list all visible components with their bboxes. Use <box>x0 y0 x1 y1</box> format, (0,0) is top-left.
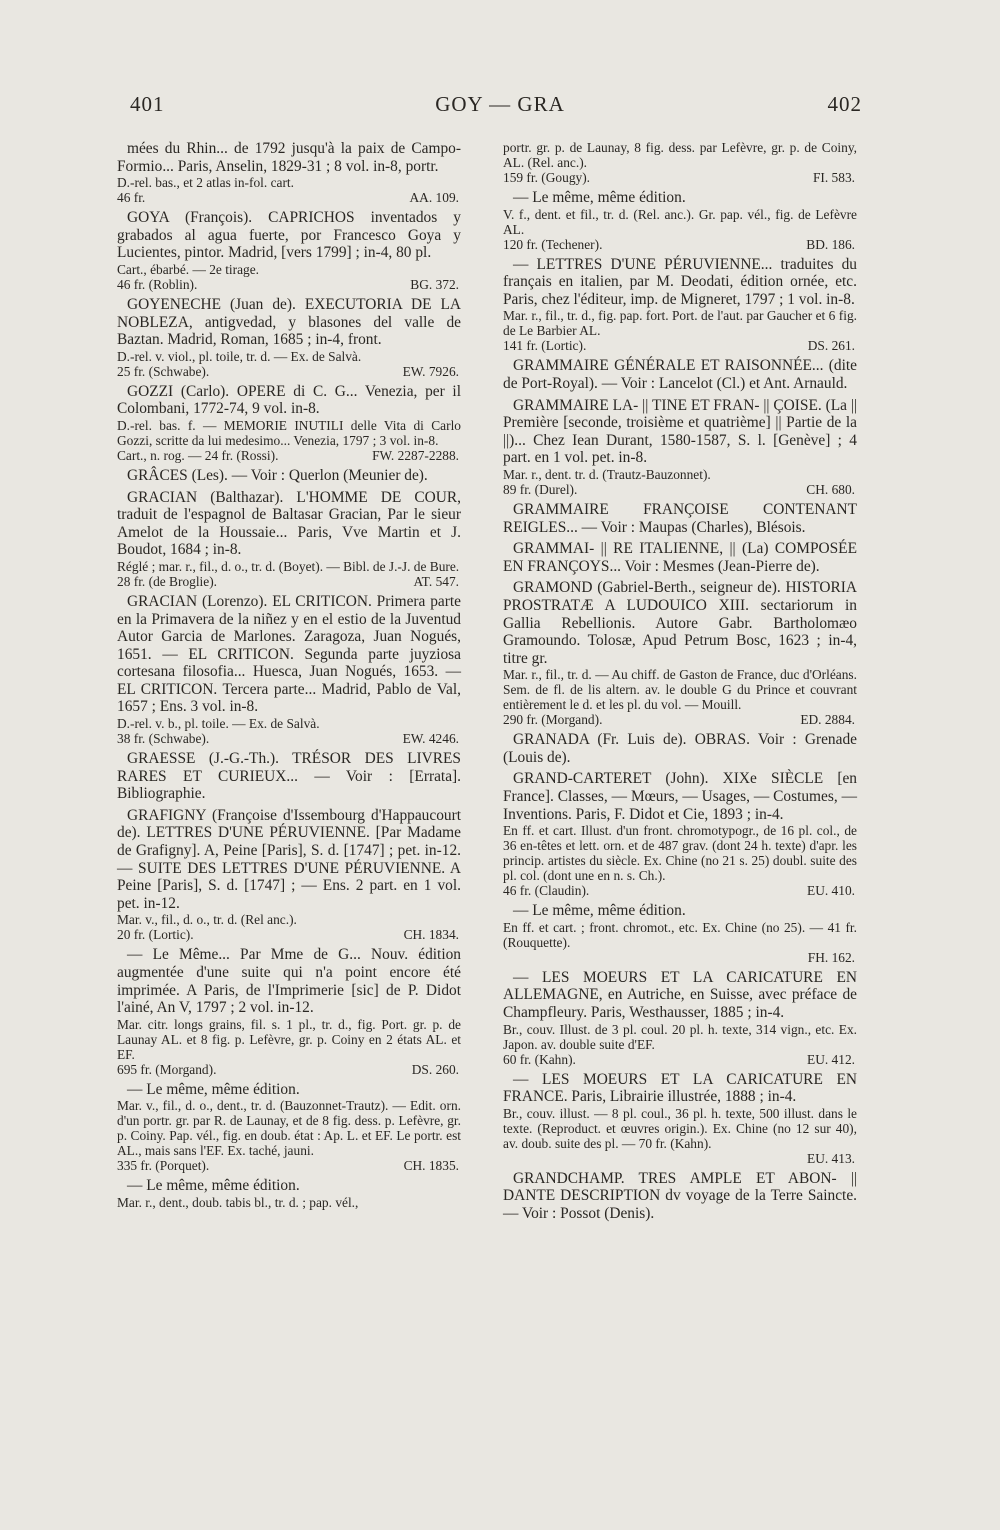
catalog-entry <box>495 357 857 392</box>
entry-price: 120 fr. (Techener). <box>503 236 603 252</box>
entry-description: D.-rel. v. b., pl. toile. — Ex. de Salvà. <box>117 716 320 732</box>
entry-reference: FI. 583. <box>812 170 855 185</box>
catalog-entry <box>109 593 461 746</box>
catalog-entry <box>109 467 461 485</box>
entry-heading: GRAMOND (Gabriel-Berth., seigneur de). HISTORIA PROSTRATÆ A LUDOUICO XIII. sectariorum in Gallia Rebellionis. Autore Gabr. Bartholomæo Gramoundo. Tolosæ, Apud Petrum Bosc, 1623 ; in-4, titre gr. <box>503 579 857 667</box>
entry-price: 25 fr. (Schwabe). <box>117 363 210 379</box>
catalog-entry <box>109 946 461 1076</box>
catalog-entry <box>109 296 461 379</box>
entry-heading: — LES MOEURS ET LA CARICATURE EN ALLEMAGNE, en Autriche, en Suisse, avec préface de Champfleury. Paris, Westhausser, 1885 ; in-4. <box>503 968 857 1022</box>
entry-reference: DS. 261. <box>807 338 855 354</box>
catalog-entry <box>109 1177 461 1210</box>
entry-heading: — Le même, même édition. <box>127 1177 300 1195</box>
catalog-entry <box>495 579 857 727</box>
entry-heading: GRANADA (Fr. Luis de). OBRAS. Voir : Grenade (Louis de). <box>503 731 857 766</box>
price-row <box>495 338 857 353</box>
entry-heading: GRAMMAIRE GÉNÉRALE ET RAISONNÉE... (dite de Port-Royal). — Voir : Lancelot (Cl.) et Ant. Arnauld. <box>503 357 857 392</box>
entry-description: portr. gr. p. de Launay, 8 fig. dess. par Lefèvre, gr. p. de Coiny, AL. (Rel. anc.). <box>503 140 857 170</box>
price-row <box>109 1062 461 1077</box>
entry-reference: BG. 372. <box>410 276 459 292</box>
price-row <box>109 927 461 942</box>
entry-description: D.-rel. v. viol., pl. toile, tr. d. — Ex. de Salvà. <box>117 348 362 364</box>
entry-heading: GRAESSE (J.-G.-Th.). TRÉSOR DES LIVRES RARES ET CURIEUX... — Voir : [Errata]. Bibliographie. <box>117 750 461 803</box>
entry-price: 695 fr. (Morgand). <box>117 1061 217 1077</box>
price-row <box>495 950 857 965</box>
entry-price: 20 fr. (Lortic). <box>117 927 194 943</box>
catalog-entry <box>109 489 461 589</box>
page-number-left: 401 <box>130 92 165 116</box>
price-row <box>495 170 857 185</box>
entry-description: Cart., ébarbé. — 2e tirage. <box>117 261 260 277</box>
entry-price: 46 fr. (Claudin). <box>503 883 590 899</box>
catalog-entry <box>109 209 461 292</box>
entry-reference: FH. 162. <box>807 949 855 965</box>
price-row <box>495 883 857 898</box>
entry-reference: CH. 680. <box>806 481 855 497</box>
entry-reference: CH. 1834. <box>403 927 459 943</box>
entry-reference: EU. 410. <box>807 883 855 899</box>
catalog-entry <box>495 770 857 898</box>
entry-description: Mar. v., fil., d. o., dent., tr. d. (Bauzonnet-Trautz). — Edit. orn. d'un portr. gr. par R. de Launay, et de 8 fig. dess. p. Lefèvre, gr. p. Coiny. Pap. vél., fig. en doub. état : Ap. L. et EF. Le portr. est AL., mais sans l'EF. Ex. taché, jauni. <box>117 1098 461 1159</box>
entry-reference: DS. 260. <box>411 1061 459 1077</box>
entry-heading: GOYENECHE (Juan de). EXECUTORIA DE LA NOBLEZA, antigvedad, y blasones del valle de Baztan. Madrid, Roman, 1685 ; in-4, front. <box>117 295 461 349</box>
catalog-entry <box>495 397 857 497</box>
entry-heading: GRANDCHAMP. TRES AMPLE ET ABON- || DANTE DESCRIPTION dv voyage de la Terre Saincte. — Voir : Possot (Denis). <box>503 1169 857 1222</box>
entry-reference: AT. 547. <box>413 573 459 589</box>
entry-description: Mar. r., fil., tr. d., fig. pap. fort. Port. de l'aut. par Gaucher et 6 fig. de Le Barbier AL. <box>503 308 857 339</box>
price-row <box>495 1052 857 1067</box>
entry-description: Mar. r., fil., tr. d. — Au chiff. de Gaston de France, duc d'Orléans. Sem. de fl. de lis altern. av. le double G du Prince et couvrant entièrement le d. et les pl. du vol. — Mouill. <box>503 667 857 713</box>
catalog-entry <box>495 902 857 965</box>
catalog-entry <box>109 1081 461 1174</box>
catalog-entry <box>109 750 461 803</box>
catalog-entry <box>109 383 461 463</box>
entry-heading: GRAFIGNY (Françoise d'Issembourg d'Happaucourt de). LETTRES D'UNE PÉRUVIENNE. [Par Madame de Grafigny]. A, Peine [Paris], S. d. [1747] ; pet. in-12. — SUITE DES LETTRES D'UNE PÉRUVIENNE. A Peine [Paris], S. d. [1747] ; — Ens. 2 part. en 1 vol. pet. in-12. <box>117 806 461 912</box>
entry-heading: — LES MOEURS ET LA CARICATURE EN FRANCE. Paris, Librairie illustrée, 1888 ; in-4. <box>503 1070 857 1106</box>
entry-description: Mar. v., fil., d. o., tr. d. (Rel anc.). <box>117 912 297 928</box>
catalog-entry <box>495 731 857 766</box>
entry-price: 28 fr. (de Broglie). <box>117 573 218 589</box>
entry-reference: ED. 2884. <box>800 712 855 728</box>
price-row <box>109 448 461 463</box>
entry-heading: GRAMMAI- || RE ITALIENNE, || (La) COMPOSÉE EN FRANÇOYS... Voir : Mesmes (Jean-Pierre de). <box>503 540 857 575</box>
entry-description: Mar. citr. longs grains, fil. s. 1 pl., tr. d., fig. Port. gr. p. de Launay AL. et 8 fig. p. Lefèvre, gr. p. Coiny en 2 états AL. et EF. <box>117 1016 461 1062</box>
price-row <box>495 482 857 497</box>
entry-description: Mar. r., dent. tr. d. (Trautz-Bauzonnet). <box>503 466 711 482</box>
running-header: GOY — GRA <box>435 92 565 116</box>
entry-reference: FW. 2287-2288. <box>372 447 459 463</box>
entry-description: Réglé ; mar. r., fil., d. o., tr. d. (Boyet). — Bibl. de J.-J. de Bure. <box>117 558 460 574</box>
entry-heading: GRAND-CARTERET (John). XIXe SIÈCLE [en France]. Classes, — Mœurs, — Usages, — Costumes, — Inventions. Paris, F. Didot et Cie, 1893 ; in-4. <box>503 770 857 823</box>
catalog-entry <box>109 140 461 205</box>
entry-heading: GRACIAN (Balthazar). L'HOMME DE COUR, traduit de l'espagnol de Baltasar Gracian, Par le sieur Amelot de la Houssaie... Paris, Vve Martin et J. Boudot, 1684 ; in-8. <box>117 488 461 559</box>
entry-price: 60 fr. (Kahn). <box>503 1051 576 1067</box>
price-row <box>109 277 461 292</box>
entry-price: 46 fr. <box>117 190 146 206</box>
entry-heading: GOYA (François). CAPRICHOS inventados y grabados al agua fuerte, por Francesco Goya y Lucientes, pintor. Madrid, [vers 1799] ; in-4, 80 pl. <box>117 209 461 262</box>
price-row <box>109 731 461 746</box>
entry-heading: GRACIAN (Lorenzo). EL CRITICON. Primera parte en la Primavera de la niñez y en el estio de la Juventud Autor Garcia de Marlones. Zaragoza, Juan Nogués, 1651. — EL CRITICON. Segunda parte juyziosa cortesana filosofia... Huesca, Juan Nogués, 1653. — EL CRITICON. Tercera parte... Madrid, Pablo de Val, 1657 ; Ens. 3 vol. in-8. <box>117 592 461 716</box>
entry-price: 46 fr. (Roblin). <box>117 276 198 292</box>
entry-reference: EW. 4246. <box>402 731 459 747</box>
price-row <box>495 1151 857 1166</box>
entry-reference: EU. 413. <box>807 1150 855 1166</box>
entry-description: En ff. et cart. ; front. chromot., etc. Ex. Chine (no 25). — 41 fr. (Rouquette). <box>503 919 857 950</box>
entry-heading: — Le même, même édition. <box>513 189 686 206</box>
catalog-entry <box>495 1170 857 1223</box>
entry-price: 290 fr. (Morgand). <box>503 712 603 728</box>
entry-reference: BD. 186. <box>806 236 855 252</box>
catalog-entry <box>495 1071 857 1166</box>
entry-reference: CH. 1835. <box>403 1158 459 1174</box>
entry-reference: AA. 109. <box>409 190 459 206</box>
entry-description: En ff. et cart. Illust. d'un front. chromotypogr., de 16 pl. col., de 36 en-têtes et lett. orn. et de 487 grav. (dont 24 h. texte) d'apr. les princip. artistes du siècle. Ex. Chine (no 21 s. 25) doubl. suite des pl. col. (dont une en n. s. Ch.). <box>503 823 857 884</box>
entry-heading: — Le Même... Par Mme de G... Nouv. édition augmentée d'une suite qui n'a point encore été imprimée. A Paris, de l'Imprimerie [sic] de P. Didot l'ainé, An V, 1797 ; 2 vol. in-12. <box>117 946 461 1017</box>
entry-price: 335 fr. (Porquet). <box>117 1158 210 1174</box>
entry-price: 89 fr. (Durel). <box>503 481 578 497</box>
entry-heading: — Le même, même édition. <box>127 1080 300 1098</box>
entry-description: Br., couv. illust. — 8 pl. coul., 36 pl. h. texte, 500 illust. dans le texte. (Reproduct. et œuvres origin.). Ex. Chine (no 12 sur 40), av. doub. suite des pl. — 70 fr. (Kahn). <box>503 1105 857 1151</box>
entry-price: 141 fr. (Lortic). <box>503 338 587 354</box>
entry-heading: GRÂCES (Les). — Voir : Querlon (Meunier de). <box>127 466 428 484</box>
right-column <box>495 140 857 1227</box>
catalog-entry <box>495 501 857 536</box>
entry-heading: — LETTRES D'UNE PÉRUVIENNE... traduites du français en italien, par M. Deodati, édition ornée, etc. Paris, chez l'éditeur, imp. de Migneret, 1797 ; 1 vol. in-8. <box>503 255 857 308</box>
entry-heading: mées du Rhin... de 1792 jusqu'à la paix de Campo-Formio... Paris, Anselin, 1829-31 ; 8 vol. in-8, portr. <box>117 140 461 175</box>
catalog-entry <box>495 540 857 575</box>
entry-heading: — Le même, même édition. <box>513 902 686 920</box>
price-row <box>109 364 461 379</box>
price-row <box>109 190 461 205</box>
entry-price: 159 fr. (Gougy). <box>503 170 591 185</box>
price-row <box>109 1158 461 1173</box>
entry-heading: GRAMMAIRE LA- || TINE ET FRAN- || ÇOISE. (La || Première [seconde, troisième et quatrième] || Partie de la ||)... Chez Iean Durant, 1580-1587, S. l. [Genève] ; 4 part. en 1 vol. pet. in-8. <box>503 396 857 467</box>
catalog-entry <box>495 969 857 1067</box>
entry-description: D.-rel. bas. f. — MEMORIE INUTILI delle Vita di Carlo Gozzi, scritte da lui medesimo... Venezia, 1797 ; 3 vol. in-8. <box>117 417 461 448</box>
catalog-entry <box>495 140 857 185</box>
entry-description: V. f., dent. et fil., tr. d. (Rel. anc.). Gr. pap. vél., fig. de Lefèvre AL. <box>503 206 857 237</box>
catalog-entry <box>495 189 857 252</box>
entry-description: D.-rel. bas., et 2 atlas in-fol. cart. <box>117 175 294 191</box>
catalog-entry <box>109 807 461 943</box>
entry-heading: GRAMMAIRE FRANÇOISE CONTENANT REIGLES... — Voir : Maupas (Charles), Blésois. <box>503 500 857 536</box>
entry-heading: GOZZI (Carlo). OPERE di C. G... Venezia, per il Colombani, 1772-74, 9 vol. in-8. <box>117 382 461 418</box>
price-row <box>109 574 461 589</box>
price-row <box>495 712 857 727</box>
catalog-entry <box>495 256 857 354</box>
entry-price: Cart., n. rog. — 24 fr. (Rossi). <box>117 447 279 463</box>
entry-reference: EU. 412. <box>807 1051 855 1067</box>
entry-price: 38 fr. (Schwabe). <box>117 731 210 747</box>
left-column <box>109 140 461 1214</box>
entry-description: Mar. r., dent., doub. tabis bl., tr. d. ; pap. vél., <box>117 1194 359 1210</box>
entry-reference: EW. 7926. <box>402 363 459 379</box>
page-number-right: 402 <box>827 92 862 116</box>
entry-description: Br., couv. Illust. de 3 pl. coul. 20 pl. h. texte, 314 vign., etc. Ex. Japon. av. double suite d'EF. <box>503 1021 857 1052</box>
price-row <box>495 237 857 252</box>
